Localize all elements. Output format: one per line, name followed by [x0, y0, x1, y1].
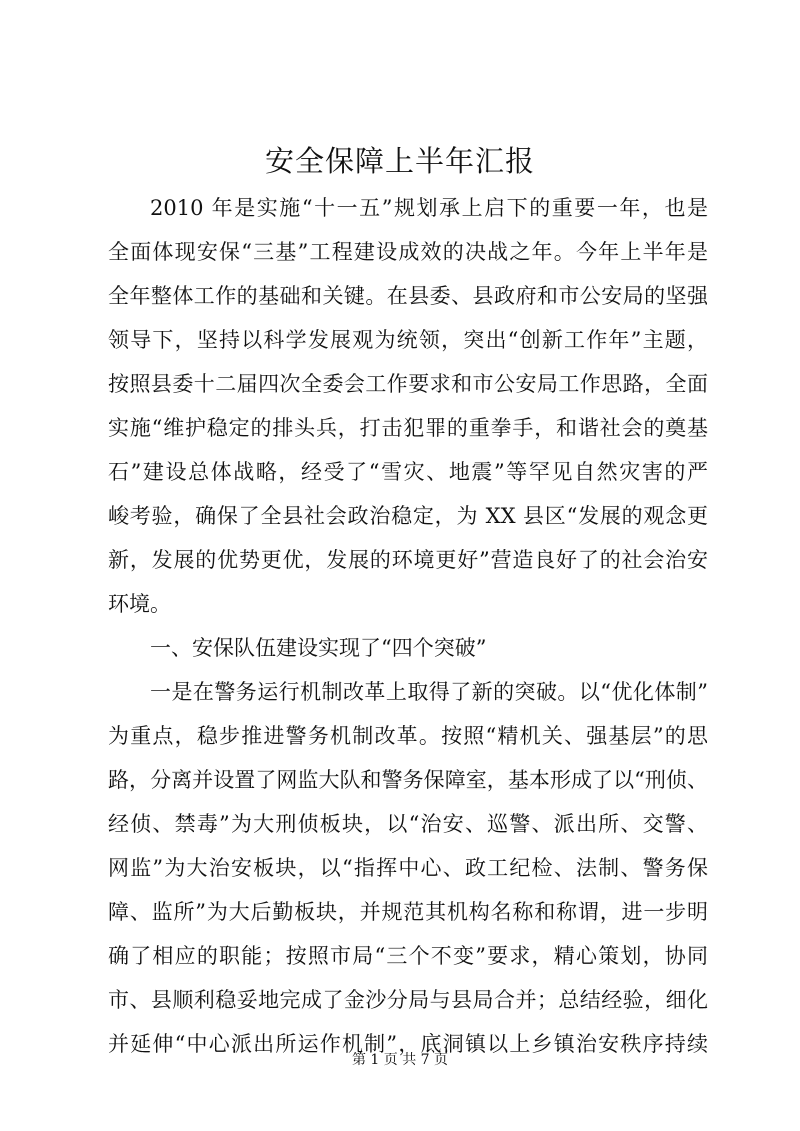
- paragraph-line: 网监”为大治安板块，以“指挥中心、政工纪检、法制、警务保: [108, 856, 708, 880]
- paragraph-line: 领导下，坚持以科学发展观为统领，突出“创新工作年”主题，: [108, 328, 708, 352]
- paragraph-line: 市、县顺利稳妥地完成了金沙分局与县局合并；总结经验，细化: [108, 988, 708, 1012]
- section-heading: 一、安保队伍建设实现了“四个突破”: [150, 636, 487, 660]
- paragraph-line: 路，分离并设置了网监大队和警务保障室，基本形成了以“刑侦、: [108, 768, 708, 792]
- paragraph-line: 为重点，稳步推进警务机制改革。按照“精机关、强基层”的思: [108, 724, 708, 748]
- paragraph-line: 障、监所”为大后勤板块，并规范其机构名称和称谓，进一步明: [108, 900, 708, 924]
- paragraph-line: 实施“维护稳定的排头兵，打击犯罪的重拳手，和谐社会的奠基: [108, 416, 708, 440]
- paragraph-line: 全面体现安保“三基”工程建设成效的决战之年。今年上半年是: [108, 240, 708, 264]
- paragraph-line: 确了相应的职能；按照市局“三个不变”要求，精心策划，协同: [108, 944, 708, 968]
- paragraph-line: 环境。: [108, 592, 171, 616]
- paragraph-line: 峻考验，确保了全县社会政治稳定，为 XX 县区“发展的观念更: [108, 504, 708, 528]
- document-title: 安全保障上半年汇报: [264, 144, 535, 178]
- paragraph-line: 经侦、禁毒”为大刑侦板块，以“治安、巡警、派出所、交警、: [108, 812, 708, 836]
- paragraph-line: 按照县委十二届四次全委会工作要求和市公安局工作思路，全面: [108, 372, 708, 396]
- paragraph-line: 全年整体工作的基础和关键。在县委、县政府和市公安局的坚强: [108, 284, 708, 308]
- document-body: [108, 186, 708, 1066]
- paragraph-line: 并延伸“中心派出所运作机制”，底洞镇以上乡镇治安秩序持续: [108, 1032, 708, 1056]
- paragraph-line: 2010 年是实施“十一五”规划承上启下的重要一年，也是: [150, 196, 708, 220]
- page-footer: 第 1 页 共 7 页: [351, 1052, 449, 1068]
- paragraph-line: 一是在警务运行机制改革上取得了新的突破。以“优化体制”: [150, 680, 708, 704]
- paragraph-line: 新，发展的优势更优，发展的环境更好”营造良好了的社会治安: [108, 548, 708, 572]
- paragraph-line: 石”建设总体战略，经受了“雪灾、地震”等罕见自然灾害的严: [108, 460, 708, 484]
